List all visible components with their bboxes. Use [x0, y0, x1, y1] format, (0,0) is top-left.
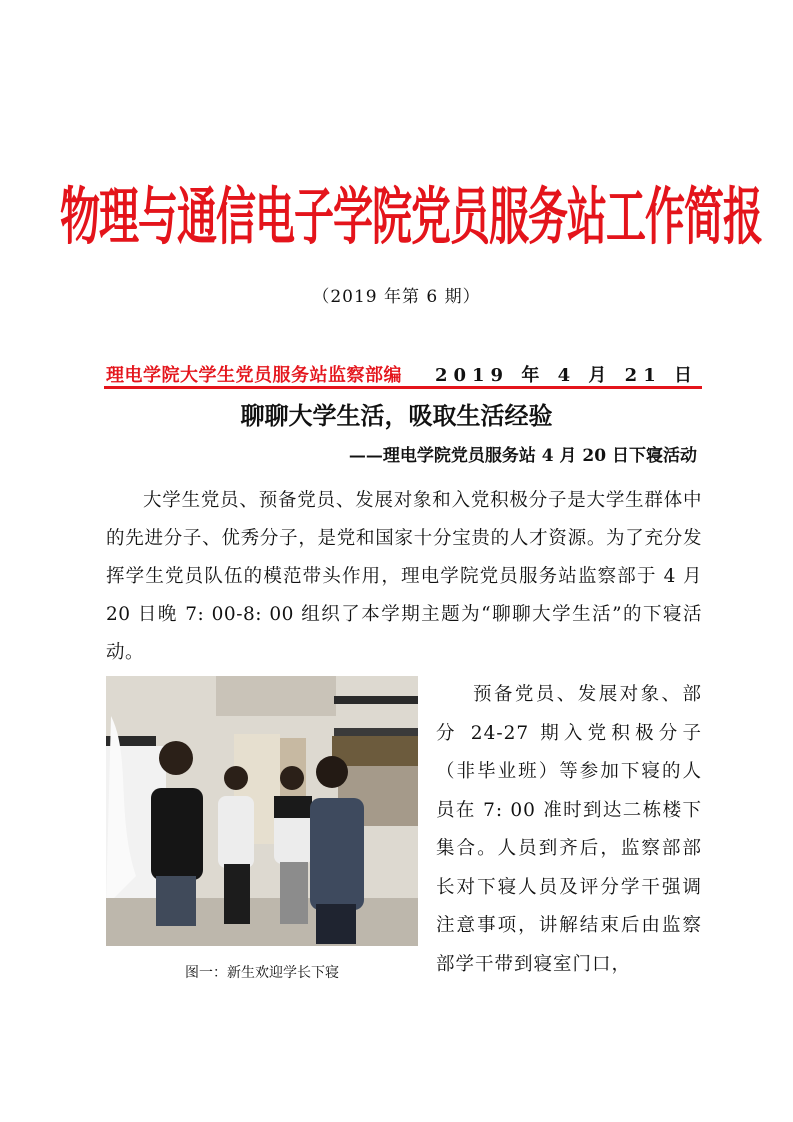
article-headline: 聊聊大学生活，吸取生活经验: [240, 402, 553, 430]
article-paragraph-continued: 预备党员、发展对象、部分 24-27 期入党积极分子（非毕业班）等参加下寝的人员在 7: 00 准时到达二栋楼下集合。人员到齐后，监察部部长对下寝人员及评分学干强调注意事项，讲解结束后由监察部学干带到寝室门口，: [436, 684, 702, 975]
figure-caption: 图一：新生欢迎学长下寝: [185, 965, 339, 981]
article-paragraph: 大学生党员、预备党员、发展对象和入党积极分子是大学生群体中的先进分子、优秀分子，是党和国家十分宝贵的人才资源。为了充分发挥学生党员队伍的模范带头作用，理电学院党员服务站监察部于 4 月 20 日晚 7: 00-8: 00 组织了本学期主题为“聊聊大学生活”的下寝活动。: [106, 490, 702, 663]
publish-date: 2019 年 4 月 21 日: [434, 365, 698, 386]
dorm-visit-illustration: [106, 676, 418, 946]
newsletter-masthead: 物理与通信电子学院党员服务站工作简报: [60, 181, 762, 254]
editor-date-line: [106, 361, 702, 385]
issue-number: （2019 年第 6 期）: [312, 287, 481, 307]
red-divider: [104, 386, 702, 389]
editor-department: 理电学院大学生党员服务站监察部编: [106, 365, 402, 386]
article-subheadline: ——理电学院党员服务站 4 月 20 日下寝活动: [348, 446, 697, 466]
dorm-visit-photo: [106, 676, 418, 946]
